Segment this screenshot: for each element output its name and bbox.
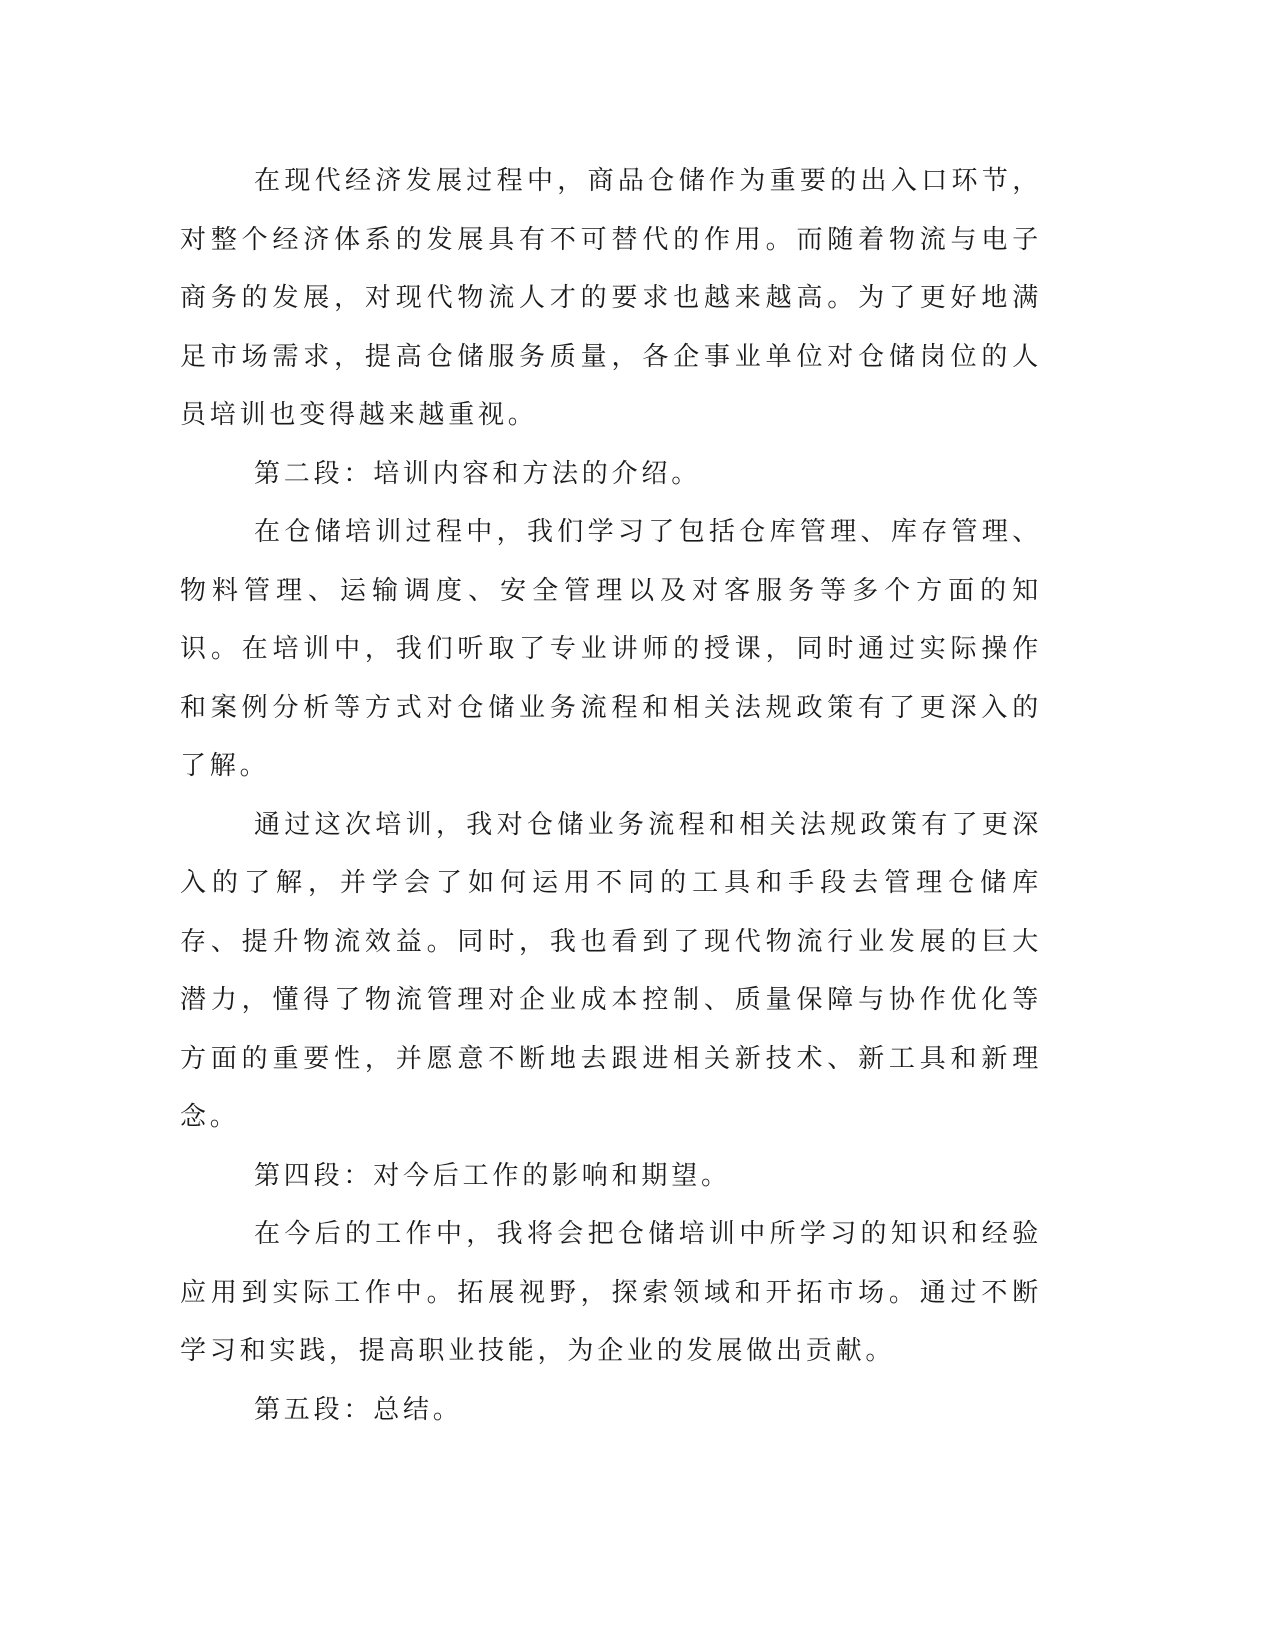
paragraph-future-work: 在今后的工作中，我将会把仓储培训中所学习的知识和经验应用到实际工作中。拓展视野，探索领域和开拓市场。通过不断学习和实践，提高职业技能，为企业的发展做出贡献。	[180, 1219, 1042, 1366]
section-heading-5: 第五段：总结。	[254, 1394, 463, 1425]
section-heading-4: 第四段：对今后工作的影响和期望。	[254, 1160, 731, 1191]
document-body	[180, 152, 1042, 1439]
paragraph-training-content: 在仓储培训过程中，我们学习了包括仓库管理、库存管理、物料管理、运输调度、安全管理以及对客服务等多个方面的知识。在培训中，我们听取了专业讲师的授课，同时通过实际操作和案例分析等方式对仓储业务流程和相关法规政策有了更深入的了解。	[180, 517, 1042, 781]
paragraph-training-gains: 通过这次培训，我对仓储业务流程和相关法规政策有了更深入的了解，并学会了如何运用不同的工具和手段去管理仓储库存、提升物流效益。同时，我也看到了现代物流行业发展的巨大潜力，懂得了物流管理对企业成本控制、质量保障与协作优化等方面的重要性，并愿意不断地去跟进相关新技术、新工具和新理念。	[180, 809, 1042, 1132]
section-heading-2: 第二段：培训内容和方法的介绍。	[254, 458, 702, 489]
paragraph-intro: 在现代经济发展过程中，商品仓储作为重要的出入口环节，对整个经济体系的发展具有不可替代的作用。而随着物流与电子商务的发展，对现代物流人才的要求也越来越高。为了更好地满足市场需求，提高仓储服务质量，各企事业单位对仓储岗位的人员培训也变得越来越重视。	[180, 166, 1042, 430]
